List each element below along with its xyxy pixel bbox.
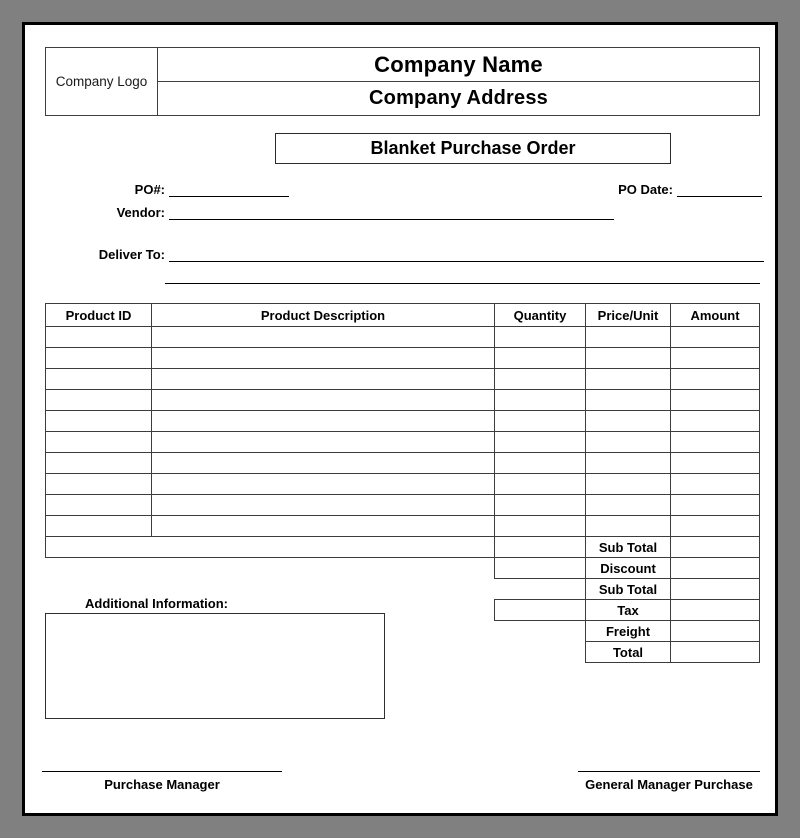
deliver-to-input-line2[interactable] <box>165 283 760 284</box>
cell-amount[interactable] <box>671 453 760 474</box>
table-row <box>46 474 760 495</box>
table-row <box>46 516 760 537</box>
table-row <box>46 453 760 474</box>
cell-amount[interactable] <box>671 348 760 369</box>
cell-quantity[interactable] <box>495 390 586 411</box>
cell-amount[interactable] <box>671 327 760 348</box>
table-row <box>46 411 760 432</box>
totals-quantity-spacer <box>495 579 586 600</box>
table-row <box>46 327 760 348</box>
cell-product-id[interactable] <box>46 348 152 369</box>
signature-label-general-manager: General Manager Purchase <box>585 777 753 792</box>
totals-label-tax: Tax <box>586 600 671 621</box>
vendor-input[interactable] <box>169 205 614 220</box>
column-header-product-id: Product ID <box>46 304 152 327</box>
totals-value-total[interactable] <box>671 642 760 663</box>
totals-quantity-spacer <box>495 642 586 663</box>
cell-product-id[interactable] <box>46 411 152 432</box>
cell-description[interactable] <box>152 411 495 432</box>
vendor-field <box>93 205 614 220</box>
table-row <box>46 348 760 369</box>
cell-description[interactable] <box>152 453 495 474</box>
signature-block-general-manager <box>578 771 760 792</box>
column-header-price-unit: Price/Unit <box>586 304 671 327</box>
cell-amount[interactable] <box>671 495 760 516</box>
po-number-field <box>115 182 289 197</box>
signature-block-purchase-manager <box>42 771 282 792</box>
company-name: Company Name <box>158 48 760 82</box>
totals-quantity-spacer <box>495 621 586 642</box>
cell-product-id[interactable] <box>46 453 152 474</box>
cell-quantity[interactable] <box>495 516 586 537</box>
cell-price-unit[interactable] <box>586 495 671 516</box>
totals-spacer <box>46 537 495 558</box>
additional-information-label: Additional Information: <box>85 596 228 611</box>
totals-label-discount: Discount <box>586 558 671 579</box>
cell-description[interactable] <box>152 432 495 453</box>
po-number-label: PO#: <box>134 182 165 197</box>
totals-row-sub-total-1 <box>46 537 760 558</box>
cell-price-unit[interactable] <box>586 327 671 348</box>
column-header-product-description: Product Description <box>152 304 495 327</box>
deliver-to-label: Deliver To: <box>98 247 165 262</box>
cell-description[interactable] <box>152 390 495 411</box>
cell-quantity[interactable] <box>495 411 586 432</box>
cell-quantity[interactable] <box>495 327 586 348</box>
cell-price-unit[interactable] <box>586 369 671 390</box>
totals-quantity-spacer <box>495 558 586 579</box>
cell-product-id[interactable] <box>46 390 152 411</box>
cell-price-unit[interactable] <box>586 474 671 495</box>
totals-quantity-spacer <box>495 537 586 558</box>
column-header-amount: Amount <box>671 304 760 327</box>
cell-amount[interactable] <box>671 474 760 495</box>
cell-product-id[interactable] <box>46 432 152 453</box>
cell-description[interactable] <box>152 495 495 516</box>
table-row <box>46 390 760 411</box>
cell-description[interactable] <box>152 348 495 369</box>
table-row <box>46 495 760 516</box>
totals-spacer <box>46 558 495 579</box>
cell-amount[interactable] <box>671 516 760 537</box>
totals-label-freight: Freight <box>586 621 671 642</box>
cell-quantity[interactable] <box>495 348 586 369</box>
company-header-table <box>45 47 760 116</box>
company-address: Company Address <box>158 82 760 116</box>
document-title: Blanket Purchase Order <box>275 133 671 164</box>
purchase-order-page <box>22 22 778 816</box>
form-sheet <box>25 25 775 813</box>
cell-product-id[interactable] <box>46 495 152 516</box>
cell-product-id[interactable] <box>46 327 152 348</box>
totals-value-tax[interactable] <box>671 600 760 621</box>
totals-value-discount[interactable] <box>671 558 760 579</box>
totals-label-sub-total-2: Sub Total <box>586 579 671 600</box>
cell-product-id[interactable] <box>46 369 152 390</box>
cell-amount[interactable] <box>671 369 760 390</box>
table-row <box>46 432 760 453</box>
cell-quantity[interactable] <box>495 453 586 474</box>
cell-amount[interactable] <box>671 432 760 453</box>
cell-description[interactable] <box>152 327 495 348</box>
signature-label-purchase-manager: Purchase Manager <box>104 777 220 792</box>
cell-price-unit[interactable] <box>586 432 671 453</box>
cell-quantity[interactable] <box>495 432 586 453</box>
totals-quantity-spacer <box>495 600 586 621</box>
po-date-field <box>611 182 762 197</box>
cell-description[interactable] <box>152 516 495 537</box>
po-date-label: PO Date: <box>618 182 673 197</box>
cell-price-unit[interactable] <box>586 411 671 432</box>
totals-value-sub-total-2[interactable] <box>671 579 760 600</box>
totals-value-sub-total[interactable] <box>671 537 760 558</box>
po-number-input[interactable] <box>169 182 289 197</box>
deliver-to-field <box>87 247 764 262</box>
cell-quantity[interactable] <box>495 495 586 516</box>
table-row <box>46 369 760 390</box>
totals-label-sub-total: Sub Total <box>586 537 671 558</box>
additional-information-input[interactable] <box>45 613 385 719</box>
cell-description[interactable] <box>152 474 495 495</box>
cell-quantity[interactable] <box>495 369 586 390</box>
cell-price-unit[interactable] <box>586 348 671 369</box>
cell-price-unit[interactable] <box>586 453 671 474</box>
cell-description[interactable] <box>152 369 495 390</box>
cell-product-id[interactable] <box>46 474 152 495</box>
deliver-to-input-line1[interactable] <box>169 247 764 262</box>
cell-amount[interactable] <box>671 411 760 432</box>
totals-row-discount <box>46 558 760 579</box>
cell-product-id[interactable] <box>46 516 152 537</box>
cell-quantity[interactable] <box>495 474 586 495</box>
totals-label-total: Total <box>586 642 671 663</box>
cell-price-unit[interactable] <box>586 516 671 537</box>
column-header-quantity: Quantity <box>495 304 586 327</box>
cell-amount[interactable] <box>671 390 760 411</box>
vendor-label: Vendor: <box>116 205 165 220</box>
totals-value-freight[interactable] <box>671 621 760 642</box>
company-logo-cell[interactable]: Company Logo <box>46 48 158 116</box>
table-header-row <box>46 304 760 327</box>
po-date-input[interactable] <box>677 182 762 197</box>
cell-price-unit[interactable] <box>586 390 671 411</box>
